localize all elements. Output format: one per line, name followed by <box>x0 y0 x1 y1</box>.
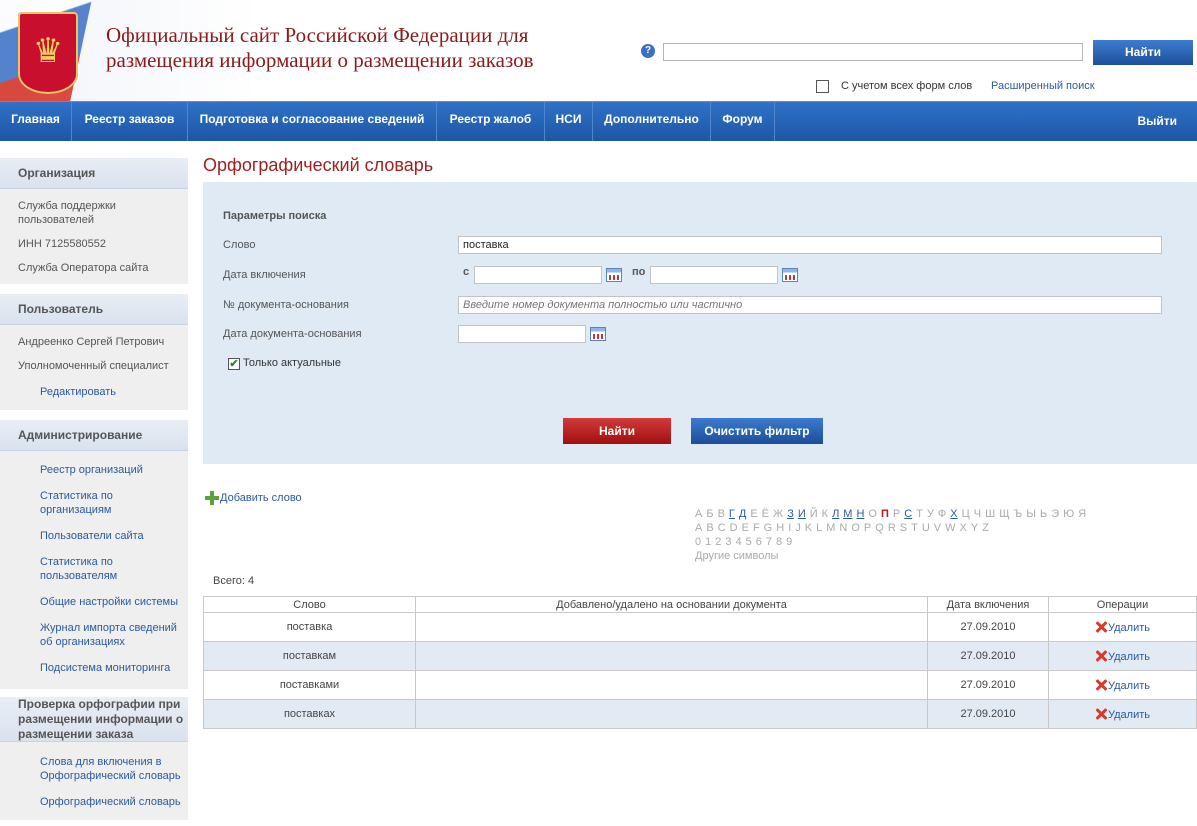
cell-operations <box>1049 700 1197 729</box>
nav-additional[interactable]: Дополнительно <box>593 102 711 141</box>
alphabet-latin-letter: W <box>945 522 956 534</box>
calendar-icon[interactable] <box>782 268 798 282</box>
cell-document <box>416 671 928 700</box>
calendar-icon[interactable] <box>606 268 622 282</box>
alphabet-cyrillic-letter: Ж <box>773 508 784 520</box>
alphabet-cyrillic-letter: Ъ <box>1013 508 1023 520</box>
alphabet-cyrillic-letter: В <box>717 508 725 520</box>
col-header-document[interactable]: Добавлено/удалено на основании документа <box>416 597 928 613</box>
cell-word: поставка <box>204 613 416 642</box>
admin-link-user-stats[interactable]: Статистика по пользователям <box>40 556 118 582</box>
alphabet-latin-letter: B <box>706 522 714 534</box>
plus-icon[interactable] <box>205 491 219 505</box>
cell-word: поставками <box>204 671 416 700</box>
org-operator: Служба Оператора сайта <box>18 262 149 274</box>
alphabet-cyrillic-letter: Р <box>892 508 901 520</box>
alphabet-cyrillic-letter[interactable]: З <box>787 508 794 520</box>
admin-link-org-stats[interactable]: Статистика по организациям <box>40 490 113 516</box>
admin-link-monitoring[interactable]: Подсистема мониторинга <box>40 662 171 674</box>
spell-link-dictionary[interactable]: Орфографический словарь <box>40 796 181 808</box>
table-header-row <box>204 597 1197 613</box>
alphabet-latin-letter: A <box>695 522 703 534</box>
alphabet-cyrillic-letter[interactable]: Л <box>832 508 840 520</box>
alphabet-cyrillic-letter: Ц <box>961 508 970 520</box>
site-title[interactable] <box>106 23 606 73</box>
cell-word: поставках <box>204 700 416 729</box>
alphabet-latin <box>695 522 993 534</box>
alphabet-digit-letter: 5 <box>745 536 752 548</box>
alphabet-latin-letter: L <box>816 522 823 534</box>
sidebar-admin-header: Администрирование <box>0 420 188 451</box>
total-count: Всего: 4 <box>213 575 255 587</box>
filter-section-title: Параметры поиска <box>223 210 327 222</box>
delete-link[interactable]: Удалить <box>1108 708 1150 721</box>
alphabet-latin-letter: N <box>839 522 848 534</box>
site-header <box>0 0 1197 101</box>
delete-x-icon[interactable] <box>1095 679 1107 691</box>
alphabet-cyrillic-letter: Ш <box>985 508 996 520</box>
cell-operations <box>1049 642 1197 671</box>
delete-link[interactable]: Удалить <box>1108 621 1150 634</box>
all-forms-label: С учетом всех форм слов <box>841 80 973 92</box>
delete-link[interactable]: Удалить <box>1108 679 1150 692</box>
nav-complaints-registry[interactable]: Реестр жалоб <box>437 102 545 141</box>
delete-link[interactable]: Удалить <box>1108 650 1150 663</box>
user-edit-link[interactable]: Редактировать <box>40 386 116 398</box>
alphabet-latin-letter: K <box>804 522 813 534</box>
search-button[interactable]: Найти <box>1093 40 1193 65</box>
table-row <box>204 700 1197 729</box>
cell-word: поставкам <box>204 642 416 671</box>
only-actual-checkbox[interactable]: ✔ <box>229 358 239 370</box>
sidebar-org-header: Организация <box>0 158 188 189</box>
alphabet-cyrillic-letter: Э <box>1051 508 1060 520</box>
delete-x-icon[interactable] <box>1095 708 1107 720</box>
date-to-input[interactable] <box>650 266 778 284</box>
user-role: Уполномоченный специалист <box>18 360 169 372</box>
alphabet-cyrillic-letter: Т <box>916 508 923 520</box>
site-title-line2: размещения информации о размещении заказов <box>106 48 534 72</box>
alphabet-latin-letter: J <box>795 522 801 534</box>
alphabet-latin-letter: X <box>959 522 967 534</box>
cell-document <box>416 642 928 671</box>
org-inn: ИНН 7125580552 <box>18 238 107 250</box>
col-header-word[interactable]: Слово <box>204 597 416 613</box>
col-header-operations: Операции <box>1049 597 1197 613</box>
alphabet-digit-letter: 0 <box>695 536 702 548</box>
alphabet-latin-letter: Q <box>875 522 884 534</box>
cell-operations <box>1049 613 1197 642</box>
alphabet-cyrillic-letter: Я <box>1078 508 1087 520</box>
alphabet-latin-letter: P <box>863 522 872 534</box>
table-row <box>204 613 1197 642</box>
alphabet-cyrillic-letter: Б <box>706 508 714 520</box>
find-button[interactable]: Найти <box>563 418 671 444</box>
alphabet-digit-letter: 7 <box>765 536 772 548</box>
nav-orders-registry[interactable]: Реестр заказов <box>72 102 188 141</box>
admin-link-import-log[interactable]: Журнал импорта сведений об организациях <box>40 622 177 648</box>
alphabet-digit-letter: 3 <box>725 536 732 548</box>
alphabet-latin-letter: U <box>921 522 930 534</box>
alphabet-cyrillic-letter[interactable]: Н <box>856 508 865 520</box>
date-from-label: с <box>463 266 470 278</box>
delete-x-icon[interactable] <box>1095 621 1107 633</box>
alphabet-digit-letter: 2 <box>715 536 722 548</box>
alphabet-latin-letter: C <box>717 522 726 534</box>
cell-document <box>416 700 928 729</box>
only-actual-label: Только актуальные <box>243 357 341 369</box>
alphabet-cyrillic-letter: А <box>695 508 703 520</box>
alphabet-cyrillic-letter: Ч <box>973 508 982 520</box>
nav-forum[interactable]: Форум <box>711 102 775 141</box>
alphabet-digit-letter: 4 <box>735 536 742 548</box>
doc-num-label: № документа-основания <box>223 299 349 311</box>
alphabet-digit-letter: 6 <box>755 536 762 548</box>
alphabet-cyrillic-letter[interactable]: Г <box>728 508 735 520</box>
alphabet-digit-letter: 1 <box>705 536 712 548</box>
doc-num-input[interactable] <box>458 296 1162 314</box>
admin-link-system-settings[interactable]: Общие настройки системы <box>40 596 178 608</box>
alphabet-cyrillic-letter[interactable]: П <box>880 508 889 520</box>
alphabet-cyrillic-letter: Ё <box>761 508 770 520</box>
alphabet-cyrillic-letter: К <box>821 508 829 520</box>
alphabet-cyrillic-letter: Й <box>809 508 818 520</box>
alphabet-cyrillic-letter[interactable]: Д <box>738 508 747 520</box>
alphabet-cyrillic-letter: Щ <box>999 508 1010 520</box>
doc-date-input[interactable] <box>458 325 586 343</box>
all-forms-checkbox[interactable] <box>816 80 829 93</box>
page-title: Орфографический словарь <box>203 155 434 175</box>
alphabet-latin-letter: Z <box>982 522 989 534</box>
header-banner <box>0 0 620 101</box>
cell-date: 27.09.2010 <box>928 671 1049 700</box>
alphabet-latin-letter: Y <box>970 522 979 534</box>
alphabet-latin-letter: D <box>729 522 738 534</box>
sidebar-user-header: Пользователь <box>0 294 188 325</box>
alphabet-cyrillic-letter: Е <box>750 508 758 520</box>
logout-button[interactable]: Выйти <box>1137 114 1177 128</box>
alphabet-digit-letter: 9 <box>786 536 793 548</box>
alphabet-digit-letter: 8 <box>776 536 783 548</box>
alphabet-latin-letter: O <box>851 522 860 534</box>
coat-of-arms-icon[interactable]: ♛ <box>18 12 78 94</box>
delete-x-icon[interactable] <box>1095 650 1107 662</box>
other-symbols-link[interactable]: Другие символы <box>695 550 779 562</box>
alphabet-latin-letter: S <box>899 522 908 534</box>
doc-date-label: Дата документа-основания <box>223 328 362 340</box>
nav-nsi[interactable]: НСИ <box>545 102 593 141</box>
alphabet-latin-letter: G <box>763 522 773 534</box>
admin-link-org-registry[interactable]: Реестр организаций <box>40 464 143 476</box>
alphabet-latin-letter: R <box>887 522 896 534</box>
alphabet-latin-letter: E <box>741 522 749 534</box>
alphabet-digits <box>695 536 796 548</box>
alphabet-cyrillic-letter[interactable]: И <box>797 508 806 520</box>
help-icon[interactable]: ? <box>641 44 655 58</box>
date-to-label: по <box>632 266 646 278</box>
cell-date: 27.09.2010 <box>928 700 1049 729</box>
alphabet-cyrillic-letter: Ф <box>937 508 947 520</box>
site-title-line1: Официальный сайт Российской Федерации для <box>106 23 529 47</box>
cell-operations <box>1049 671 1197 700</box>
cell-date: 27.09.2010 <box>928 613 1049 642</box>
date-incl-label: Дата включения <box>223 269 306 281</box>
alphabet-latin-letter: H <box>776 522 785 534</box>
sidebar-spell-header: Проверка орфографии при размещении информации о размещении заказа <box>0 697 188 742</box>
table-row <box>204 671 1197 700</box>
alphabet-cyrillic-letter[interactable]: Х <box>950 508 958 520</box>
alphabet-latin-letter: M <box>826 522 836 534</box>
alphabet-latin-letter: V <box>933 522 942 534</box>
search-input[interactable] <box>663 43 1083 61</box>
alphabet-cyrillic-letter: Ь <box>1040 508 1048 520</box>
main-nav <box>0 101 1197 141</box>
cell-document <box>416 613 928 642</box>
alphabet-cyrillic-letter: Ы <box>1026 508 1036 520</box>
alphabet-latin-letter: I <box>788 522 792 534</box>
user-name: Андреенко Сергей Петрович <box>18 336 165 348</box>
admin-link-site-users[interactable]: Пользователи сайта <box>40 530 144 542</box>
word-label: Слово <box>223 239 256 251</box>
alphabet-cyrillic-letter[interactable]: С <box>904 508 913 520</box>
alphabet-cyrillic-letter: Ю <box>1063 508 1075 520</box>
cell-date: 27.09.2010 <box>928 642 1049 671</box>
alphabet-cyrillic-letter[interactable]: М <box>843 508 853 520</box>
alphabet-cyrillic <box>695 508 1090 520</box>
nav-home[interactable]: Главная <box>0 102 72 141</box>
add-word-link[interactable]: Добавить слово <box>220 492 302 504</box>
advanced-search-link[interactable]: Расширенный поиск <box>991 80 1095 92</box>
alphabet-cyrillic-letter: О <box>868 508 877 520</box>
alphabet-cyrillic-letter: У <box>926 508 934 520</box>
col-header-date[interactable]: Дата включения <box>928 597 1049 613</box>
spell-link-words-to-include[interactable]: Слова для включения в Орфографический словарь <box>40 756 181 782</box>
date-from-input[interactable] <box>474 266 602 284</box>
alphabet-latin-letter: F <box>752 522 760 534</box>
word-input[interactable] <box>458 236 1162 254</box>
org-name: Служба поддержки пользователей <box>18 200 116 226</box>
alphabet-latin-letter: T <box>911 522 918 534</box>
nav-preparation[interactable]: Подготовка и согласование сведений <box>188 102 437 141</box>
dictionary-table <box>203 596 1197 729</box>
clear-filter-button[interactable]: Очистить фильтр <box>691 418 823 444</box>
table-row <box>204 642 1197 671</box>
calendar-icon[interactable] <box>590 327 606 341</box>
